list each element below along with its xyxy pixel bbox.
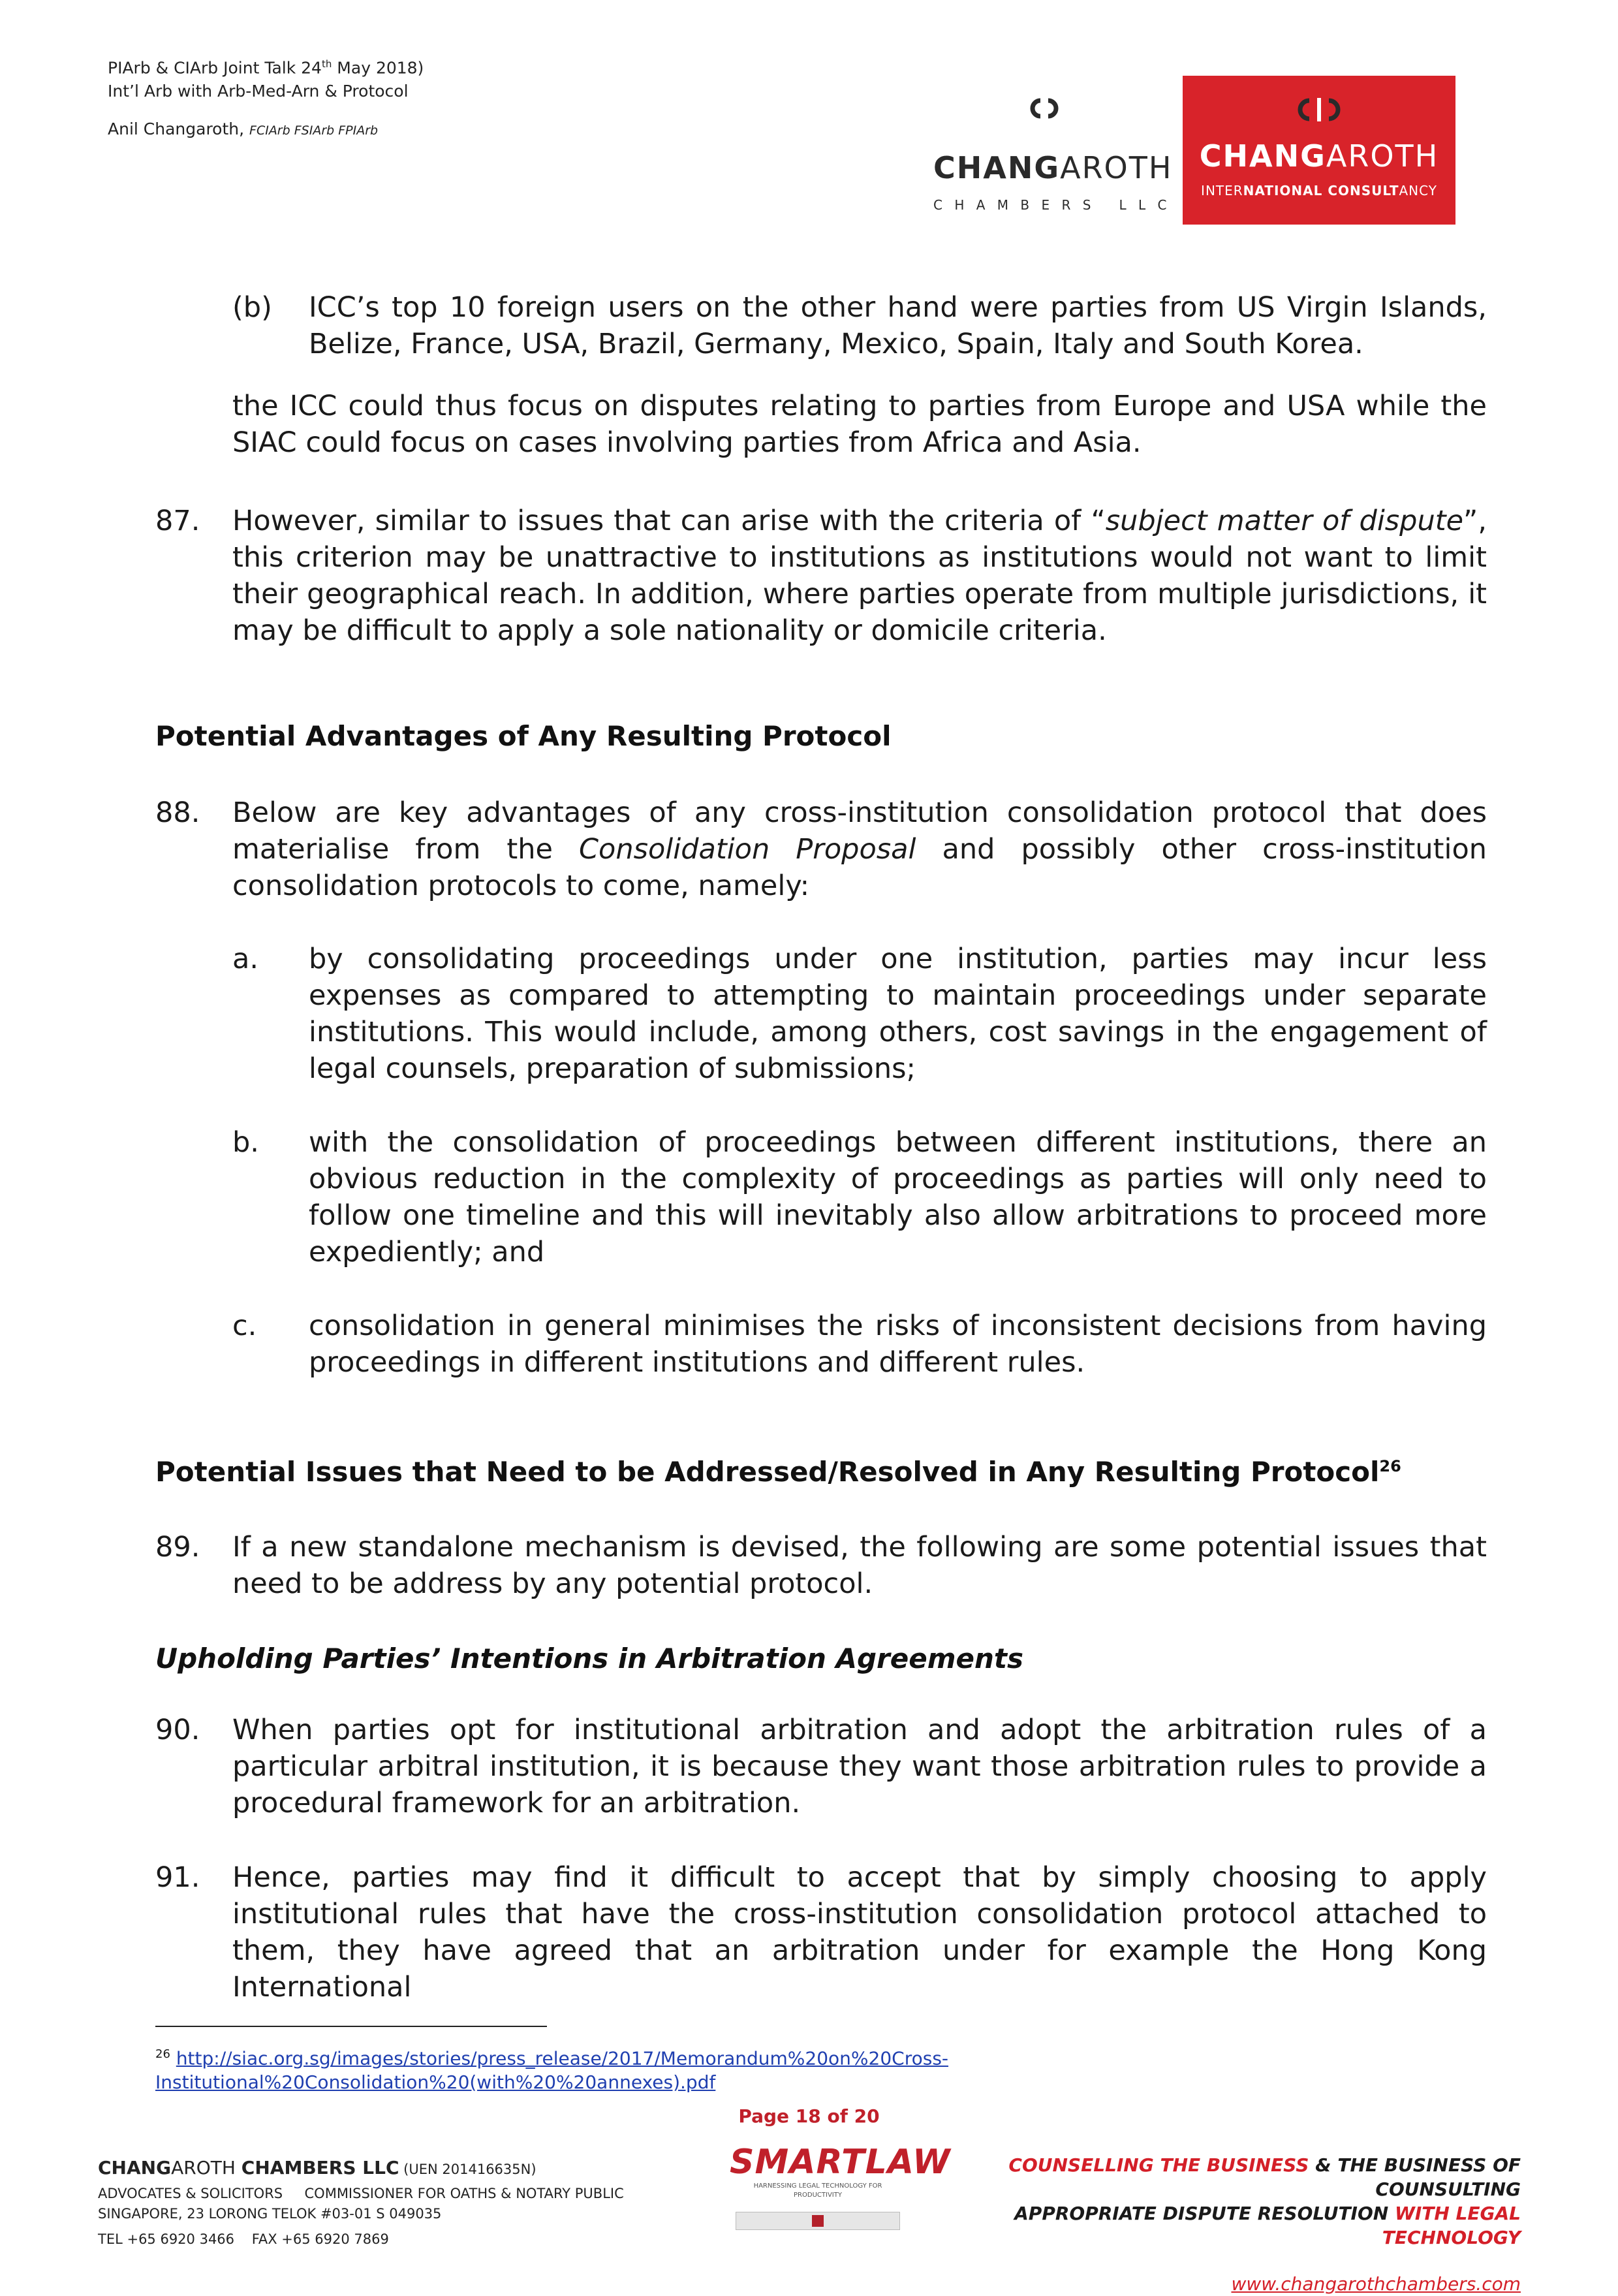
- para-89-number: 89.: [155, 1531, 200, 1564]
- para-87-number: 87.: [155, 505, 200, 537]
- item-c-label: c.: [232, 1310, 257, 1342]
- slogan-line-1: COUNSELLING THE BUSINESS & THE BUSINESS OF COUNSULTING: [1008, 2154, 1521, 2200]
- consultancy-logo-icon: [1290, 95, 1348, 124]
- event-title: PIArb & CIArb Joint Talk 24th May 2018): [108, 58, 424, 78]
- item-b-text: ICC’s top 10 foreign users on the other hand were parties from US Virgin Islands, Belize, France, USA, Brazil, Germany, Mexico, Spain, Italy and South Korea.: [309, 291, 1487, 360]
- continuation-text: the ICC could thus focus on disputes relating to parties from Europe and USA while the SIAC could focus on cases involving parties from Africa and Asia.: [232, 390, 1487, 459]
- smartlaw-tagline: HARNESSING LEGAL TECHNOLOGY FOR PRODUCTIVITY: [753, 2182, 882, 2199]
- para-89-text: If a new standalone mechanism is devised, the following are some potential issues that need to be address by any potential protocol.: [232, 1531, 1487, 1600]
- para-88-number: 88.: [155, 796, 200, 829]
- footer-services: ADVOCATES & SOLICITORS COMMISSIONER FOR OATHS & NOTARY PUBLIC: [98, 2186, 624, 2201]
- smartlaw-ribbon: [736, 2212, 900, 2230]
- footnote-separator: [155, 2026, 547, 2027]
- page-number: Page 18 of 20: [738, 2105, 880, 2127]
- consultancy-logo-name: CHANGAROTH: [1199, 138, 1439, 174]
- chambers-logo: [933, 97, 1173, 221]
- chambers-logo-name: CHANGAROTH: [933, 150, 1173, 185]
- slogan-line-2: APPROPRIATE DISPUTE RESOLUTION WITH LEGAL TECHNOLOGY: [1014, 2203, 1521, 2248]
- para-90-number: 90.: [155, 1714, 200, 1746]
- heading-potential-issues: Potential Issues that Need to be Addressed/Resolved in Any Resulting Protocol$^{26}$: [155, 1456, 1401, 1488]
- footnote-link[interactable]: http://siac.org.sg/images/stories/press_release/2017/Memorandum%20on%20Cross-: [176, 2047, 949, 2069]
- chambers-logo-icon: [1025, 97, 1064, 123]
- para-90-text: When parties opt for institutional arbitration and adopt the arbitration rules of a particular arbitral institution, it is because they want those arbitration rules to provide a procedural framework for an arbitration.: [232, 1714, 1487, 1819]
- footer-firm-name: CHANGAROTH CHAMBERS LLC (UEN 201416635N): [98, 2157, 537, 2178]
- item-b2-text: with the consolidation of proceedings between different institutions, there an obvious reduction in the complexity of proceedings as parties will only need to follow one timeline and this will inevitably also allow arbitrations to proceed more expediently; and: [309, 1126, 1487, 1268]
- website-link[interactable]: www.changarothchambers.com: [1231, 2273, 1521, 2295]
- footer-address: SINGAPORE, 23 LORONG TELOK #03-01 S 049035: [98, 2206, 442, 2222]
- footer-slogans: [901, 2153, 1521, 2296]
- smartlaw-seal-icon: [812, 2215, 824, 2227]
- para-91-text: Hence, parties may find it difficult to accept that by simply choosing to apply institutional rules that have the cross-institution consolidation protocol attached to them, they have agreed that an arbitration under for example the Hong Kong International: [232, 1861, 1487, 2004]
- footnote-ref-26[interactable]: 26: [1379, 1457, 1401, 1475]
- consultancy-logo: [1183, 76, 1455, 225]
- item-a-text: by consolidating proceedings under one institution, parties may incur less expenses as compared to attempting to maintain proceedings under separate institutions. This would include, among others, cost savings in the engagement of legal counsels, preparation of submissions;: [309, 943, 1487, 1085]
- header-info: [108, 52, 424, 142]
- para-87-text: However, similar to issues that can arise with the criteria of “subject matter of dispute”, this criterion may be unattractive to institutions as institutions would not want to limit their geographical reach. In addition, where parties operate from multiple jurisdictions, it may be difficult to apply a sole nationality or domicile criteria.: [232, 505, 1487, 647]
- talk-title: Int’l Arb with Arb-Med-Arn & Protocol: [108, 82, 409, 101]
- author-line: Anil Changaroth, FCIArb FSIArb FPIArb: [108, 119, 379, 139]
- heading-potential-advantages: Potential Advantages of Any Resulting Protocol: [155, 720, 892, 752]
- footnote-26: [155, 2042, 948, 2094]
- consultancy-logo-sub: INTERNATIONAL CONSULTANCY: [1201, 183, 1437, 198]
- subheading-upholding-intentions: Upholding Parties’ Intentions in Arbitration Agreements: [155, 1643, 1023, 1675]
- smartlaw-badge: [730, 2143, 951, 2241]
- footnote-link-cont[interactable]: Institutional%20Consolidation%20(with%20%20annexes).pdf: [155, 2071, 716, 2094]
- para-91-number: 91.: [155, 1861, 200, 1894]
- item-b2-label: b.: [232, 1126, 259, 1159]
- smartlaw-wordmark: SMARTLAW: [730, 2143, 951, 2182]
- para-88-text: Below are key advantages of any cross-institution consolidation protocol that does materialise from the Consolidation Proposal and possibly other cross-institution consolidation protocols to come, namely:: [232, 796, 1487, 902]
- chambers-logo-sub: C H A M B E R S L L C: [933, 197, 1171, 213]
- item-b-label: (b): [232, 291, 272, 324]
- footnote-number: 26: [155, 2047, 170, 2061]
- item-c-text: consolidation in general minimises the risks of inconsistent decisions from having proceedings in different institutions and different rules.: [309, 1310, 1487, 1379]
- item-a-label: a.: [232, 943, 259, 975]
- footer-firm-info: [98, 2158, 624, 2250]
- footer-contact: TEL +65 6920 3466 FAX +65 6920 7869: [98, 2231, 389, 2247]
